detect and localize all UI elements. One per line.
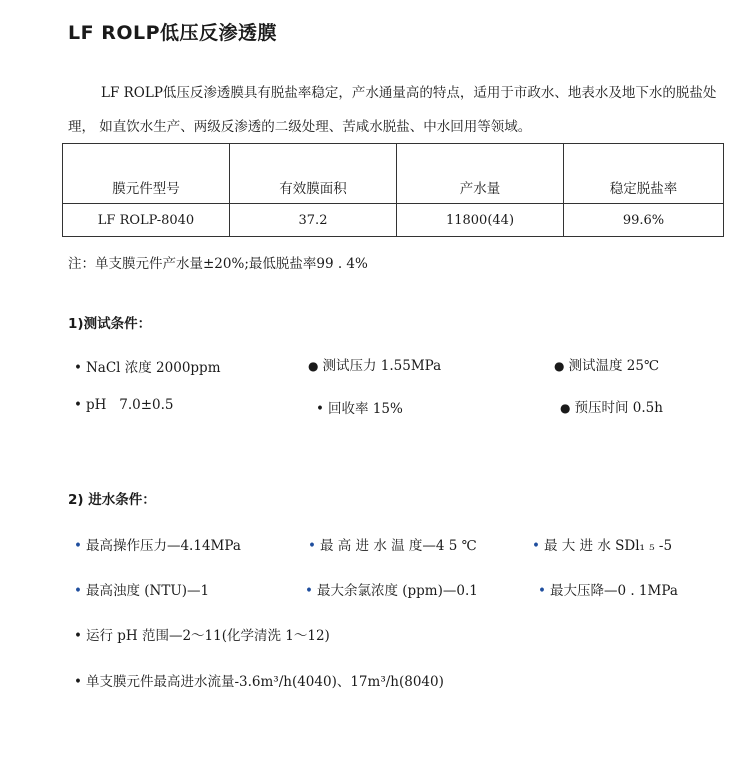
bullet-icon: ● — [560, 401, 571, 415]
list-item — [305, 579, 478, 599]
item-text: 运行 pH 范围—2～11(化学清洗 1～12) — [85, 628, 330, 644]
bullet-icon: • — [74, 628, 82, 644]
item-text: 单支膜元件最高进水流量-3.6m³/h(4040)、17m³/h(8040) — [85, 674, 444, 690]
table-row — [63, 204, 724, 237]
bullet-icon: • — [74, 397, 82, 413]
list-item — [74, 356, 221, 376]
item-text: 最 大 进 水 SDl₁ ₅ -5 — [543, 538, 673, 554]
list-item — [538, 579, 678, 599]
spec-table — [62, 143, 724, 237]
bullet-icon: ● — [308, 359, 319, 373]
item-text: 最大压降—0 . 1MPa — [549, 583, 678, 599]
list-item — [316, 397, 403, 417]
header-salt-rejection: 稳定脱盐率 — [564, 144, 724, 204]
list-item — [74, 624, 330, 644]
list-item — [560, 396, 663, 416]
item-text: 最高浊度 (NTU)—1 — [85, 583, 210, 599]
bullet-icon: ● — [554, 359, 565, 373]
cell-salt-rejection: 99.6% — [564, 204, 724, 237]
item-text: 最大余氯浓度 (ppm)—0.1 — [316, 583, 478, 599]
list-item — [308, 354, 441, 374]
cell-permeate-flow: 11800(44) — [397, 204, 564, 237]
item-text: 最 高 进 水 温 度—4 5 ℃ — [319, 538, 477, 554]
bullet-icon: • — [532, 538, 540, 554]
note-text: 注：单支膜元件产水量±20%;最低脱盐率99 . 4% — [68, 256, 368, 272]
page-title: LF ROLP低压反渗透膜 — [68, 22, 278, 44]
test-conditions-heading: 1)测试条件： — [68, 316, 152, 332]
list-item — [74, 397, 174, 413]
bullet-icon: • — [74, 360, 82, 376]
header-membrane-area: 有效膜面积 — [230, 144, 397, 204]
item-text: 最高操作压力—4.14MPa — [85, 538, 241, 554]
item-text: 测试温度 25℃ — [568, 358, 660, 374]
item-text: 回收率 15% — [327, 401, 403, 417]
feed-conditions-heading: 2) 进水条件： — [68, 492, 156, 508]
bullet-icon: • — [74, 583, 82, 599]
list-item — [532, 534, 672, 554]
bullet-icon: • — [74, 674, 82, 690]
bullet-icon: • — [308, 538, 316, 554]
header-model: 膜元件型号 — [63, 144, 230, 204]
table-header-row — [63, 144, 724, 204]
list-item — [74, 579, 209, 599]
list-item — [74, 670, 444, 690]
item-text: pH 7.0±0.5 — [85, 397, 174, 413]
cell-model: LF ROLP-8040 — [63, 204, 230, 237]
bullet-icon: • — [305, 583, 313, 599]
item-text: 测试压力 1.55MPa — [322, 358, 442, 374]
item-text: 预压时间 0.5h — [574, 400, 663, 416]
intro-paragraph: LF ROLP低压反渗透膜具有脱盐率稳定，产水通量高的特点，适用于市政水、地表水及地下水的脱盐处理， 如直饮水生产、两级反渗透的二级处理、苦咸水脱盐、中水回用等领域。 — [68, 85, 717, 135]
cell-membrane-area: 37.2 — [230, 204, 397, 237]
bullet-icon: • — [316, 401, 324, 417]
list-item — [554, 354, 659, 374]
item-text: NaCl 浓度 2000ppm — [85, 360, 221, 376]
list-item — [74, 534, 241, 554]
list-item — [308, 534, 477, 554]
bullet-icon: • — [74, 538, 82, 554]
bullet-icon: • — [538, 583, 546, 599]
header-permeate-flow: 产水量 — [397, 144, 564, 204]
